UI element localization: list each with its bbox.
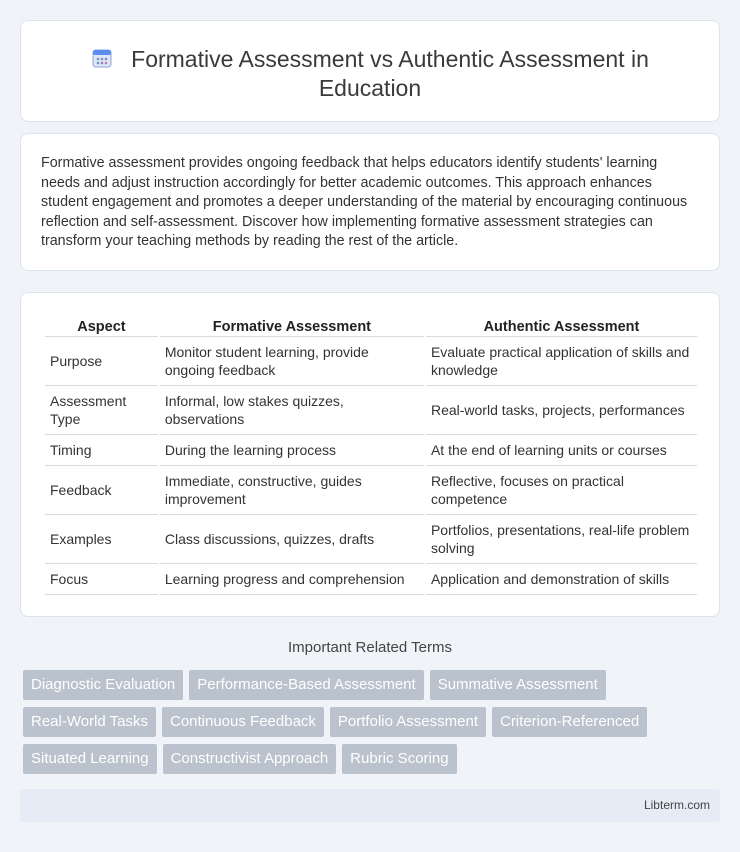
- calendar-icon: [91, 47, 113, 69]
- table-cell: Class discussions, quizzes, drafts: [160, 515, 424, 564]
- tag-diagnostic-evaluation[interactable]: Diagnostic Evaluation: [23, 670, 183, 700]
- table-cell: Informal, low stakes quizzes, observations: [160, 386, 424, 435]
- page-title: Formative Assessment vs Authentic Assessment in Education: [131, 46, 649, 101]
- table-cell: Assessment Type: [45, 386, 158, 435]
- tag-rubric-scoring[interactable]: Rubric Scoring: [342, 744, 456, 774]
- tag-situated-learning[interactable]: Situated Learning: [23, 744, 157, 774]
- table-cell: Real-world tasks, projects, performances: [426, 386, 697, 435]
- tag-continuous-feedback[interactable]: Continuous Feedback: [162, 707, 324, 737]
- tag-row: [23, 744, 723, 774]
- tag-row: [23, 707, 723, 737]
- table-row: [45, 435, 697, 466]
- comparison-table: [43, 313, 699, 595]
- table-cell: Application and demonstration of skills: [426, 564, 697, 595]
- table-row: [45, 515, 697, 564]
- tag-performance-based-assessment[interactable]: Performance-Based Assessment: [189, 670, 423, 700]
- tag-row: [23, 670, 723, 700]
- column-header: Formative Assessment: [160, 313, 424, 337]
- table-cell: Monitor student learning, provide ongoing feedback: [160, 337, 424, 386]
- related-terms-heading: Important Related Terms: [288, 639, 452, 656]
- comparison-card: [20, 292, 720, 617]
- table-cell: At the end of learning units or courses: [426, 435, 697, 466]
- tag-real-world-tasks[interactable]: Real-World Tasks: [23, 707, 156, 737]
- table-cell: Feedback: [45, 466, 158, 515]
- table-row: [45, 386, 697, 435]
- table-cell: Timing: [45, 435, 158, 466]
- table-cell: Purpose: [45, 337, 158, 386]
- table-row: [45, 337, 697, 386]
- title-card: [20, 20, 720, 122]
- footer: [20, 789, 720, 822]
- table-cell: Learning progress and comprehension: [160, 564, 424, 595]
- tag-portfolio-assessment[interactable]: Portfolio Assessment: [330, 707, 486, 737]
- footer-brand-link[interactable]: Libterm.com: [643, 798, 710, 812]
- tag-criterion-referenced[interactable]: Criterion-Referenced: [492, 707, 647, 737]
- table-cell: During the learning process: [160, 435, 424, 466]
- table-cell: Examples: [45, 515, 158, 564]
- column-header: Authentic Assessment: [426, 313, 697, 337]
- column-header: Aspect: [45, 313, 158, 337]
- tag-summative-assessment[interactable]: Summative Assessment: [430, 670, 606, 700]
- table-header-row: [45, 313, 697, 337]
- table-cell: Evaluate practical application of skills and knowledge: [426, 337, 697, 386]
- tag-constructivist-approach[interactable]: Constructivist Approach: [163, 744, 337, 774]
- table-cell: Reflective, focuses on practical competence: [426, 466, 697, 515]
- table-row: [45, 564, 697, 595]
- table-cell: Immediate, constructive, guides improvement: [160, 466, 424, 515]
- related-terms-list: [23, 670, 723, 781]
- intro-card: [20, 133, 720, 271]
- table-cell: Focus: [45, 564, 158, 595]
- intro-paragraph: Formative assessment provides ongoing feedback that helps educators identify students' learning needs and adjust instruction accordingly for better academic outcomes. This approach enhances student engagement and promotes a deeper understanding of the material by encouraging continuous reflection and self-assessment. Discover how implementing formative assessment strategies can transform your teaching methods by reading the rest of the article.: [41, 155, 688, 249]
- page-title-wrap: [21, 45, 719, 103]
- table-row: [45, 466, 697, 515]
- table-cell: Portfolios, presentations, real-life problem solving: [426, 515, 697, 564]
